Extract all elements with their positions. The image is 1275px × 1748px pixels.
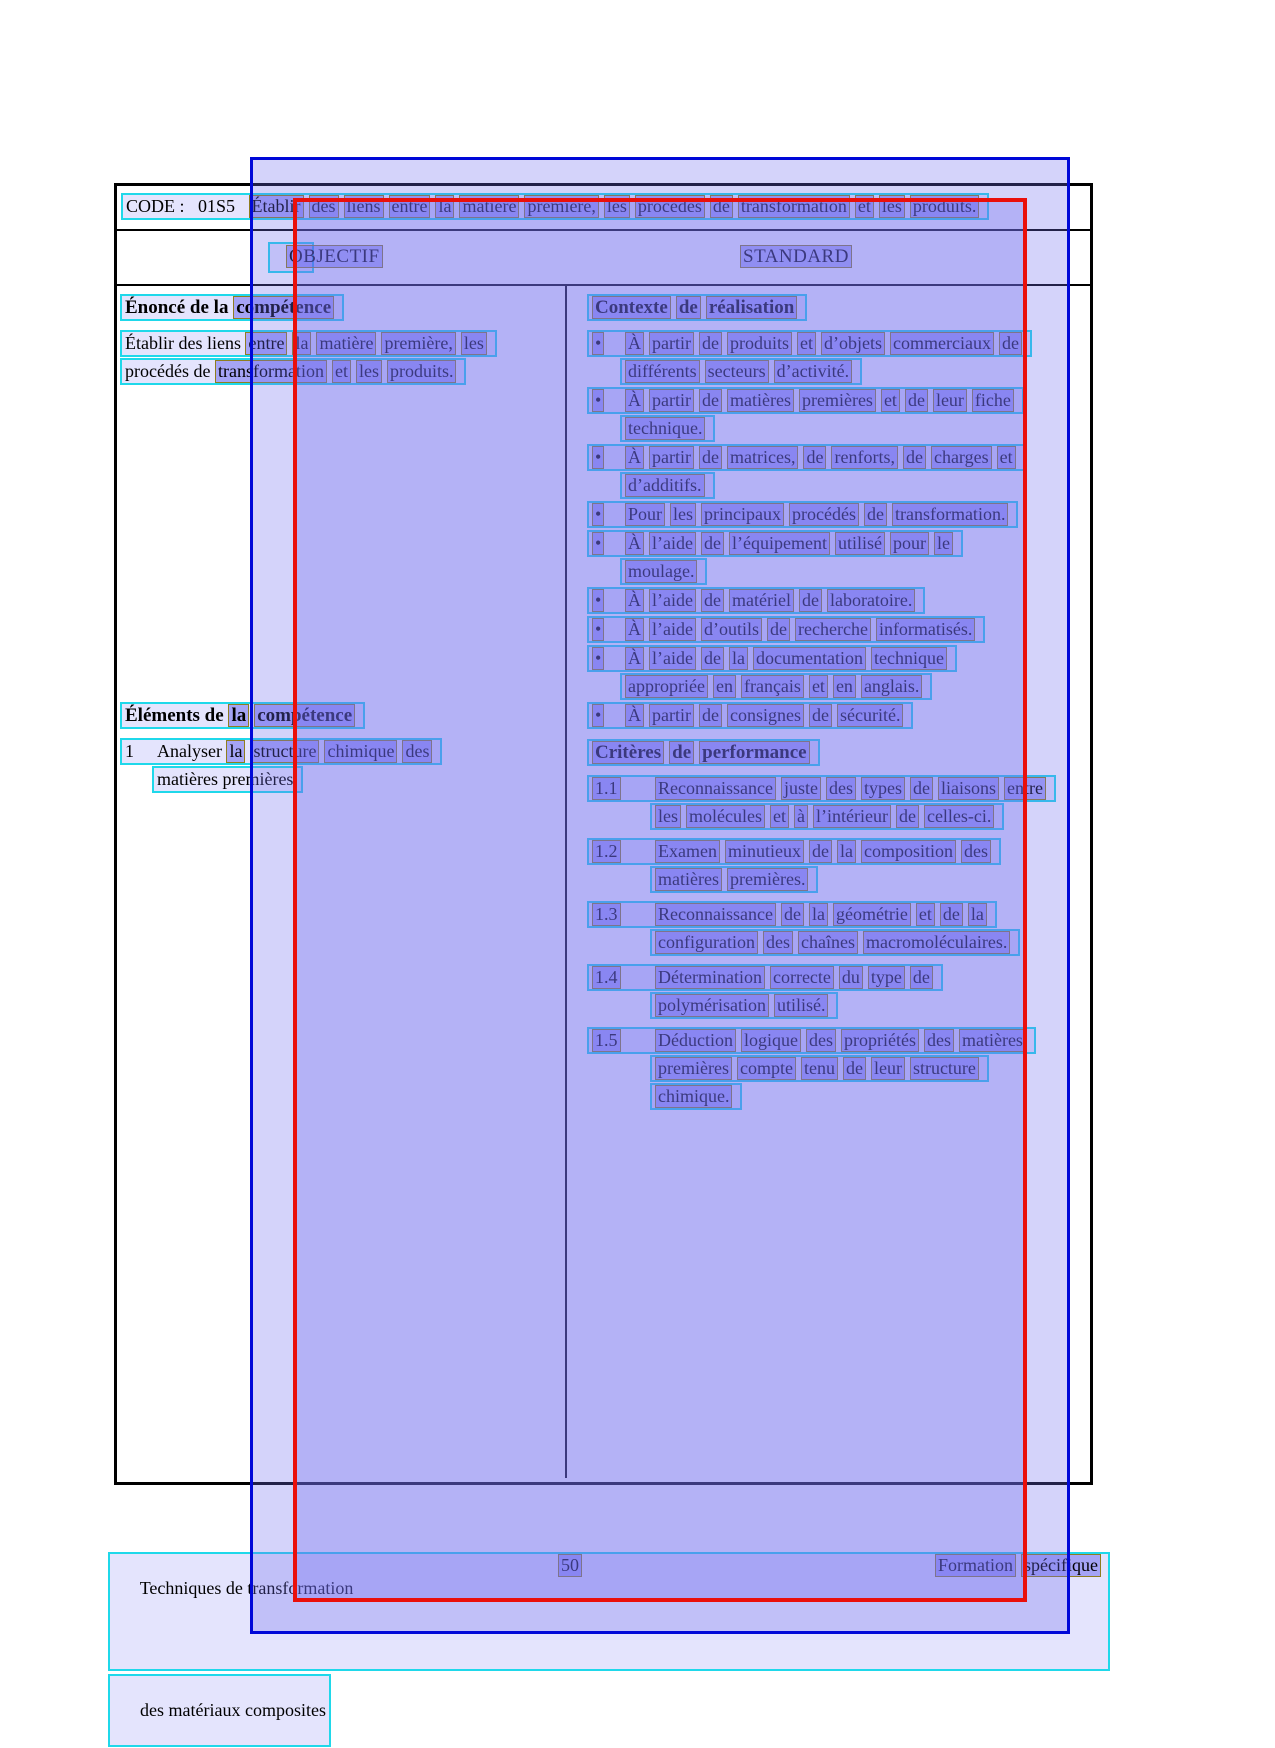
- ocr-word: de: [910, 966, 933, 989]
- ocr-word: type: [868, 966, 905, 989]
- ocr-word: recherche: [795, 618, 871, 641]
- ocr-word: la: [809, 903, 828, 926]
- ocr-line: [620, 673, 932, 700]
- criteria-list: [587, 775, 1084, 1110]
- ocr-word: structure: [910, 1057, 979, 1080]
- footer-right-word-2: spécifique: [1021, 1554, 1101, 1577]
- ocr-word: •: [592, 532, 604, 555]
- ocr-word: de: [903, 446, 926, 469]
- ocr-word: chimique: [324, 740, 397, 763]
- ocr-word: À: [625, 589, 644, 612]
- ocr-line: [587, 444, 1026, 471]
- ocr-word: d’additifs.: [625, 474, 705, 497]
- ocr-word: À: [625, 647, 644, 670]
- ocr-word: procédés: [635, 195, 705, 218]
- ocr-word: de: [710, 195, 733, 218]
- ocr-line: [120, 330, 497, 357]
- ocr-word: 1.2: [592, 840, 621, 863]
- ocr-word: configuration: [655, 931, 758, 954]
- ocr-cell: [592, 647, 625, 670]
- ocr-word: première,: [524, 195, 598, 218]
- ocr-word: l’aide: [649, 618, 696, 641]
- ocr-word: et: [770, 805, 789, 828]
- ocr-line: [587, 530, 963, 557]
- ocr-word: informatisés.: [876, 618, 975, 641]
- ocr-cell: [592, 389, 625, 412]
- ocr-word: •: [592, 704, 604, 727]
- ocr-word: matière: [459, 195, 519, 218]
- ocr-word: celles-ci.: [924, 805, 994, 828]
- ocr-word: compétence: [254, 704, 355, 727]
- criteres-performance-header: [587, 739, 1084, 766]
- ocr-line: [650, 1055, 989, 1082]
- ocr-word: de: [896, 805, 919, 828]
- ocr-word: les: [655, 805, 681, 828]
- footer-right-text: [935, 1554, 1106, 1577]
- ocr-word: de: [699, 332, 722, 355]
- ocr-word: À: [625, 332, 644, 355]
- ocr-word: entre: [245, 332, 287, 355]
- ocr-line: [650, 866, 818, 893]
- ocr-word: compétence: [233, 296, 334, 319]
- ocr-cell: [592, 704, 625, 727]
- ocr-word: utilisé: [835, 532, 885, 555]
- ocr-word: •: [592, 618, 604, 641]
- ocr-word: des: [806, 1029, 836, 1052]
- ocr-line: [121, 193, 989, 220]
- page-number-wrap: [558, 1554, 587, 1577]
- left-column-spacer: [120, 386, 559, 702]
- ocr-word: de: [809, 840, 832, 863]
- ocr-line: [650, 929, 1020, 956]
- ocr-word: pour: [890, 532, 929, 555]
- ocr-word: de: [799, 589, 822, 612]
- ocr-word: des: [826, 777, 856, 800]
- ocr-word: commerciaux: [890, 332, 994, 355]
- contexte-bullet-list: [587, 330, 1084, 729]
- ocr-cell: [592, 777, 655, 800]
- ocr-word: de: [999, 332, 1022, 355]
- ocr-word: matrices,: [727, 446, 798, 469]
- text-run: CODE : 01S5: [126, 196, 249, 216]
- ocr-word: appropriée: [625, 675, 708, 698]
- text-run: matières premières.: [157, 769, 298, 789]
- element-1: [120, 738, 559, 793]
- ocr-word: de: [781, 903, 804, 926]
- ocr-word: chaînes: [798, 931, 858, 954]
- ocr-word: macromoléculaires.: [863, 931, 1010, 954]
- ocr-word: transformation: [738, 195, 850, 218]
- ocr-line: [587, 838, 1001, 865]
- ocr-word: d’objets: [821, 332, 885, 355]
- ocr-word: compte: [737, 1057, 796, 1080]
- ocr-word: •: [592, 647, 604, 670]
- ocr-word: molécules: [686, 805, 765, 828]
- ocr-word: Reconnaissance: [655, 777, 776, 800]
- ocr-word: secteurs: [705, 360, 769, 383]
- enonce-competence-text: [120, 330, 559, 385]
- ocr-word: le: [934, 532, 953, 555]
- ocr-word: principaux: [701, 503, 784, 526]
- ocr-line: [587, 775, 1056, 802]
- ocr-word: les: [670, 503, 696, 526]
- contexte-realisation-header: [587, 294, 1084, 321]
- ocr-word: les: [461, 332, 487, 355]
- ocr-word: de: [676, 296, 701, 319]
- ocr-word: partir: [649, 332, 694, 355]
- ocr-cell: [592, 532, 625, 555]
- ocr-word: •: [592, 389, 604, 412]
- ocr-word: de: [699, 389, 722, 412]
- ocr-line: [650, 803, 1004, 830]
- ocr-cell: [592, 589, 625, 612]
- ocr-word: de: [669, 741, 694, 764]
- ocr-word: technique: [871, 647, 947, 670]
- ocr-word: la: [968, 903, 987, 926]
- ocr-word: réalisation: [706, 296, 798, 319]
- footer-line-2: [108, 1674, 331, 1747]
- column-header-strip: [268, 242, 849, 273]
- ocr-line: [587, 964, 943, 991]
- ocr-word: Établir: [249, 195, 304, 218]
- ocr-word: transformation: [215, 360, 327, 383]
- ocr-word: 1.4: [592, 966, 621, 989]
- ocr-word: des: [763, 931, 793, 954]
- text-run: Énoncé de la: [125, 297, 234, 318]
- ocr-word: la: [837, 840, 856, 863]
- ocr-line: [120, 358, 466, 385]
- ocr-word: 1.3: [592, 903, 621, 926]
- ocr-word: du: [839, 966, 863, 989]
- ocr-word: partir: [649, 446, 694, 469]
- objectif-column-header: OBJECTIF: [286, 245, 383, 268]
- ocr-cell: [592, 503, 625, 526]
- ocr-word: À: [625, 532, 644, 555]
- ocr-word: de: [910, 777, 933, 800]
- ocr-word: matières: [959, 1029, 1026, 1052]
- ocr-word: la: [228, 704, 249, 727]
- ocr-word: •: [592, 332, 604, 355]
- ocr-word: de: [767, 618, 790, 641]
- ocr-word: polymérisation: [655, 994, 769, 1017]
- ocr-word: la: [226, 740, 245, 763]
- ocr-word: les: [604, 195, 630, 218]
- ocr-word: •: [592, 503, 604, 526]
- ocr-cell: [125, 740, 157, 763]
- ocr-word: partir: [649, 389, 694, 412]
- ocr-line: [120, 702, 365, 729]
- ocr-word: structure: [250, 740, 319, 763]
- page-footer: [108, 1552, 1110, 1748]
- text-run: Analyser: [157, 741, 227, 761]
- ocr-line: [650, 992, 838, 1019]
- text-run: Éléments de: [125, 705, 229, 726]
- ocr-cell: [592, 446, 625, 469]
- ocr-word: l’aide: [649, 589, 696, 612]
- text-run: procédés de: [125, 361, 215, 381]
- ocr-word: des: [924, 1029, 954, 1052]
- ocr-word: juste: [781, 777, 821, 800]
- ocr-word: À: [625, 446, 644, 469]
- ocr-word: Détermination: [655, 966, 765, 989]
- ocr-line: [650, 1083, 742, 1110]
- ocr-word: français: [741, 675, 804, 698]
- ocr-word: performance: [699, 741, 809, 764]
- ocr-word: des: [402, 740, 432, 763]
- ocr-word: de: [905, 389, 928, 412]
- ocr-word: premières: [799, 389, 876, 412]
- ocr-line: [587, 387, 1024, 414]
- ocr-line: [620, 358, 862, 385]
- ocr-word: Critères: [592, 741, 664, 764]
- ocr-cell: [592, 966, 655, 989]
- text-run: Établir des liens: [125, 333, 246, 353]
- ocr-word: d’outils: [701, 618, 762, 641]
- ocr-word: anglais.: [861, 675, 923, 698]
- footer-left-text: Techniques de transformation: [139, 1578, 354, 1598]
- ocr-word: transformation.: [892, 503, 1008, 526]
- ocr-word: matières: [655, 868, 722, 891]
- footer-left-text-2: des matériaux composites: [140, 1700, 326, 1720]
- ocr-word: Pour: [625, 503, 665, 526]
- ocr-word: en: [713, 675, 736, 698]
- ocr-word: à: [794, 805, 808, 828]
- footer-line-1: [108, 1552, 1110, 1671]
- ocr-word: matériel: [729, 589, 794, 612]
- ocr-word: •: [592, 589, 604, 612]
- ocr-line: [587, 501, 1018, 528]
- ocr-word: la: [292, 332, 311, 355]
- ocr-word: des: [309, 195, 339, 218]
- ocr-word: de: [809, 704, 832, 727]
- ocr-line: [587, 702, 913, 729]
- ocr-word: la: [729, 647, 748, 670]
- ocr-word: et: [332, 360, 351, 383]
- ocr-word: matière: [316, 332, 376, 355]
- table-body-row: [117, 286, 1090, 1478]
- ocr-word: leur: [871, 1057, 905, 1080]
- ocr-cell: [592, 840, 655, 863]
- ocr-word: des: [961, 840, 991, 863]
- standard-column-header: STANDARD: [740, 245, 852, 268]
- ocr-line: [587, 1027, 1036, 1054]
- ocr-line: [587, 330, 1032, 357]
- ocr-word: liaisons: [938, 777, 999, 800]
- ocr-word: de: [699, 704, 722, 727]
- standard-column: [565, 286, 1090, 1478]
- ocr-word: l’aide: [649, 647, 696, 670]
- ocr-word: •: [592, 446, 604, 469]
- ocr-word: moulage.: [625, 560, 697, 583]
- ocr-line: [620, 472, 715, 499]
- ocr-word: technique.: [625, 417, 705, 440]
- ocr-word: À: [625, 389, 644, 412]
- ocr-word: procédés: [789, 503, 859, 526]
- competency-table: [114, 183, 1093, 1485]
- ocr-word: et: [997, 446, 1016, 469]
- ocr-word: produits.: [910, 195, 980, 218]
- ocr-word: produits.: [387, 360, 457, 383]
- ocr-cell: [592, 332, 625, 355]
- ocr-word: entre: [1004, 777, 1046, 800]
- objectif-column: [117, 286, 565, 1478]
- text-run: 1: [125, 741, 134, 761]
- ocr-word: À: [625, 618, 644, 641]
- ocr-word: de: [843, 1057, 866, 1080]
- ocr-line: [587, 587, 925, 614]
- ocr-word: chimique.: [655, 1085, 732, 1108]
- ocr-cell: [592, 903, 655, 926]
- ocr-word: matières: [727, 389, 794, 412]
- ocr-word: les: [356, 360, 382, 383]
- ocr-word: Reconnaissance: [655, 903, 776, 926]
- ocr-word: documentation: [753, 647, 866, 670]
- ocr-word: de: [803, 446, 826, 469]
- enonce-competence-header: [120, 294, 559, 321]
- footer-right-word-1: Formation: [935, 1554, 1016, 1577]
- ocr-word: et: [881, 389, 900, 412]
- ocr-word: l’équipement: [729, 532, 830, 555]
- ocr-word: les: [879, 195, 905, 218]
- ocr-word: la: [435, 195, 454, 218]
- ocr-word: l’intérieur: [813, 805, 891, 828]
- ocr-word: de: [701, 589, 724, 612]
- ocr-word: de: [864, 503, 887, 526]
- ocr-word: de: [940, 903, 963, 926]
- ocr-line: [587, 901, 997, 928]
- ocr-word: minutieux: [725, 840, 804, 863]
- ocr-word: de: [699, 446, 722, 469]
- ocr-word: de: [701, 532, 724, 555]
- ocr-line: [587, 645, 957, 672]
- ocr-word: et: [916, 903, 935, 926]
- ocr-cell: [592, 618, 625, 641]
- ocr-word: sécurité.: [837, 704, 903, 727]
- ocr-word: Contexte: [592, 296, 671, 319]
- ocr-word: géométrie: [833, 903, 911, 926]
- ocr-word: composition: [861, 840, 956, 863]
- ocr-line: [120, 738, 442, 765]
- column-header-row: [117, 231, 1090, 286]
- ocr-word: renforts,: [831, 446, 897, 469]
- page-number: 50: [558, 1554, 582, 1577]
- ocr-word: et: [809, 675, 828, 698]
- ocr-word: 1.1: [592, 777, 621, 800]
- ocr-word: laboratoire.: [827, 589, 915, 612]
- code-row: [117, 186, 1090, 231]
- ocr-word: À: [625, 704, 644, 727]
- ocr-word: produits: [727, 332, 792, 355]
- ocr-word: 1.5: [592, 1029, 621, 1052]
- ocr-word: consignes: [727, 704, 804, 727]
- ocr-line: [587, 739, 820, 766]
- ocr-word: première,: [381, 332, 455, 355]
- ocr-line: [587, 294, 807, 321]
- ocr-line: [152, 766, 303, 793]
- ocr-word: et: [855, 195, 874, 218]
- ocr-word: l’aide: [649, 532, 696, 555]
- ocr-word: premières: [655, 1057, 732, 1080]
- ocr-word: de: [701, 647, 724, 670]
- ocr-word: logique: [741, 1029, 801, 1052]
- ocr-word: différents: [625, 360, 700, 383]
- ocr-word: tenu: [801, 1057, 838, 1080]
- ocr-word: utilisé.: [774, 994, 829, 1017]
- ocr-word: d’activité.: [774, 360, 852, 383]
- ocr-cell: [592, 1029, 655, 1052]
- code-row-text: [121, 193, 1090, 220]
- ocr-word: Examen: [655, 840, 720, 863]
- ocr-line: [587, 616, 985, 643]
- ocr-word: types: [861, 777, 905, 800]
- ocr-line: [620, 415, 715, 442]
- ocr-word: Déduction: [655, 1029, 736, 1052]
- ocr-line: [620, 558, 707, 585]
- ocr-word: correcte: [770, 966, 834, 989]
- ocr-word: liens: [344, 195, 384, 218]
- ocr-word: en: [833, 675, 856, 698]
- ocr-word: propriétés: [841, 1029, 919, 1052]
- ocr-word: entre: [389, 195, 431, 218]
- ocr-line: [120, 294, 344, 321]
- ocr-word: fiche: [972, 389, 1014, 412]
- ocr-word: partir: [649, 704, 694, 727]
- ocr-word: charges: [931, 446, 992, 469]
- ocr-word: premières.: [727, 868, 808, 891]
- ocr-word: leur: [933, 389, 967, 412]
- elements-competence-header: [120, 702, 559, 729]
- ocr-word: et: [797, 332, 816, 355]
